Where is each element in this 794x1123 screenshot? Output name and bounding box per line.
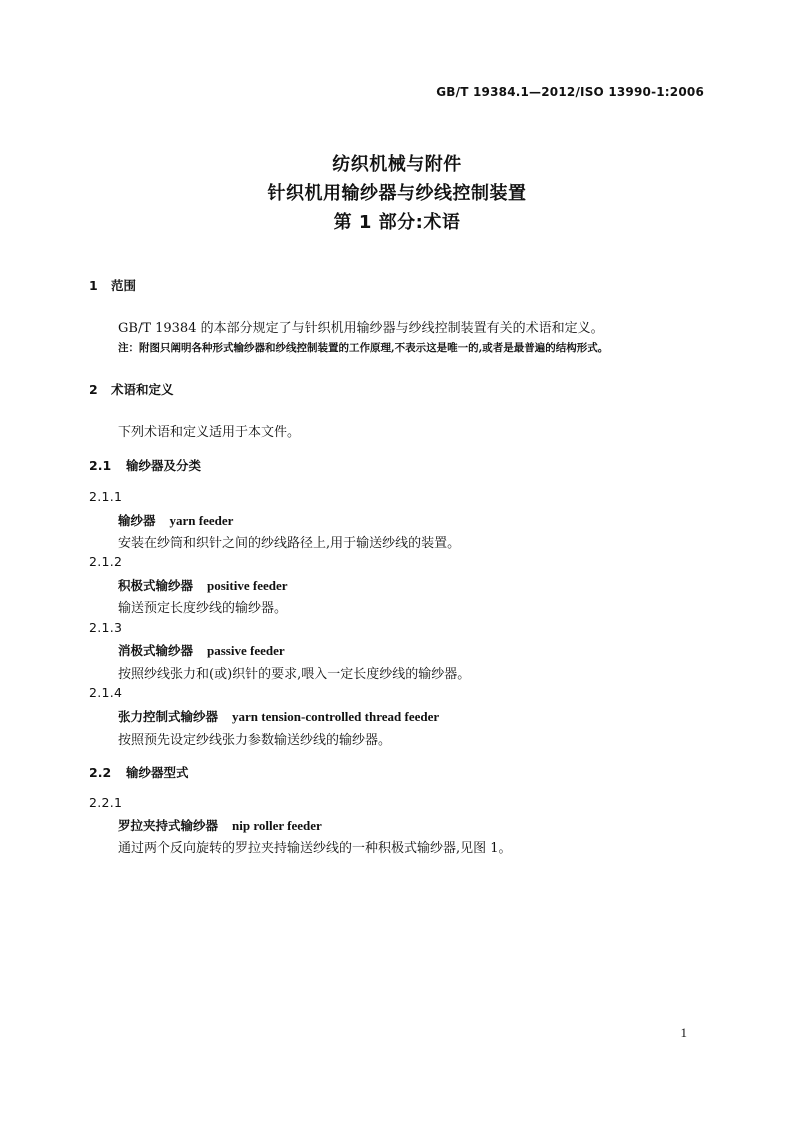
section-1-paragraph: GB/T 19384 的本部分规定了与针织机用输纱器与纱线控制装置有关的术语和定义。 [118, 321, 604, 336]
term-zh: 积极式输纱器 [118, 578, 194, 593]
document-title [0, 150, 794, 237]
section-title: 范围 [111, 278, 137, 293]
section-number: 2 [89, 382, 98, 397]
subsection-title: 输纱器型式 [126, 765, 189, 780]
title-line-2: 针织机用输纱器与纱线控制装置 [267, 183, 527, 204]
section-2-heading [89, 380, 174, 398]
term-heading [118, 641, 285, 659]
term-number: 2.2.1 [89, 795, 123, 810]
term-number: 2.1.2 [89, 554, 123, 569]
section-1-note: 注：附图只阐明各种形式输纱器和纱线控制装置的工作原理,不表示这是唯一的,或者是最普遍的结构形式。 [118, 342, 609, 354]
term-definition: 安装在纱筒和织针之间的纱线路径上,用于输送纱线的装置。 [118, 536, 461, 551]
title-line-1: 纺织机械与附件 [332, 154, 462, 175]
page-number: 1 [680, 1025, 687, 1040]
term-number: 2.1.1 [89, 489, 123, 504]
term-zh: 消极式输纱器 [118, 643, 194, 658]
term-zh: 罗拉夹持式输纱器 [118, 818, 219, 833]
term-heading [118, 576, 288, 594]
subsection-title: 输纱器及分类 [126, 458, 202, 473]
section-number: 1 [89, 278, 98, 293]
term-zh: 输纱器 [118, 513, 156, 528]
term-en: nip roller feeder [232, 818, 322, 833]
term-zh: 张力控制式输纱器 [118, 709, 219, 724]
subsection-2-1-heading [89, 456, 201, 474]
term-heading [118, 511, 233, 529]
section-1-heading [89, 276, 136, 294]
subsection-2-2-heading [89, 763, 189, 781]
term-definition: 按照纱线张力和(或)织针的要求,喂入一定长度纱线的输纱器。 [118, 667, 471, 682]
standard-code: GB/T 19384.1—2012/ISO 13990-1:2006 [436, 85, 704, 99]
term-number: 2.1.3 [89, 620, 123, 635]
section-2-paragraph: 下列术语和定义适用于本文件。 [118, 425, 301, 440]
term-definition: 通过两个反向旋转的罗拉夹持输送纱线的一种积极式输纱器,见图 1。 [118, 841, 512, 856]
term-definition: 输送预定长度纱线的输纱器。 [118, 601, 288, 616]
title-line-3: 第 1 部分:术语 [333, 212, 461, 233]
term-definition: 按照预先设定纱线张力参数输送纱线的输纱器。 [118, 733, 392, 748]
term-number: 2.1.4 [89, 685, 123, 700]
term-en: passive feeder [207, 643, 285, 658]
subsection-number: 2.1 [89, 458, 112, 473]
section-title: 术语和定义 [111, 382, 174, 397]
term-en: yarn feeder [169, 513, 234, 528]
term-en: positive feeder [207, 578, 288, 593]
term-heading [118, 816, 322, 834]
subsection-number: 2.2 [89, 765, 112, 780]
term-heading [118, 707, 439, 725]
term-en: yarn tension-controlled thread feeder [232, 709, 440, 724]
